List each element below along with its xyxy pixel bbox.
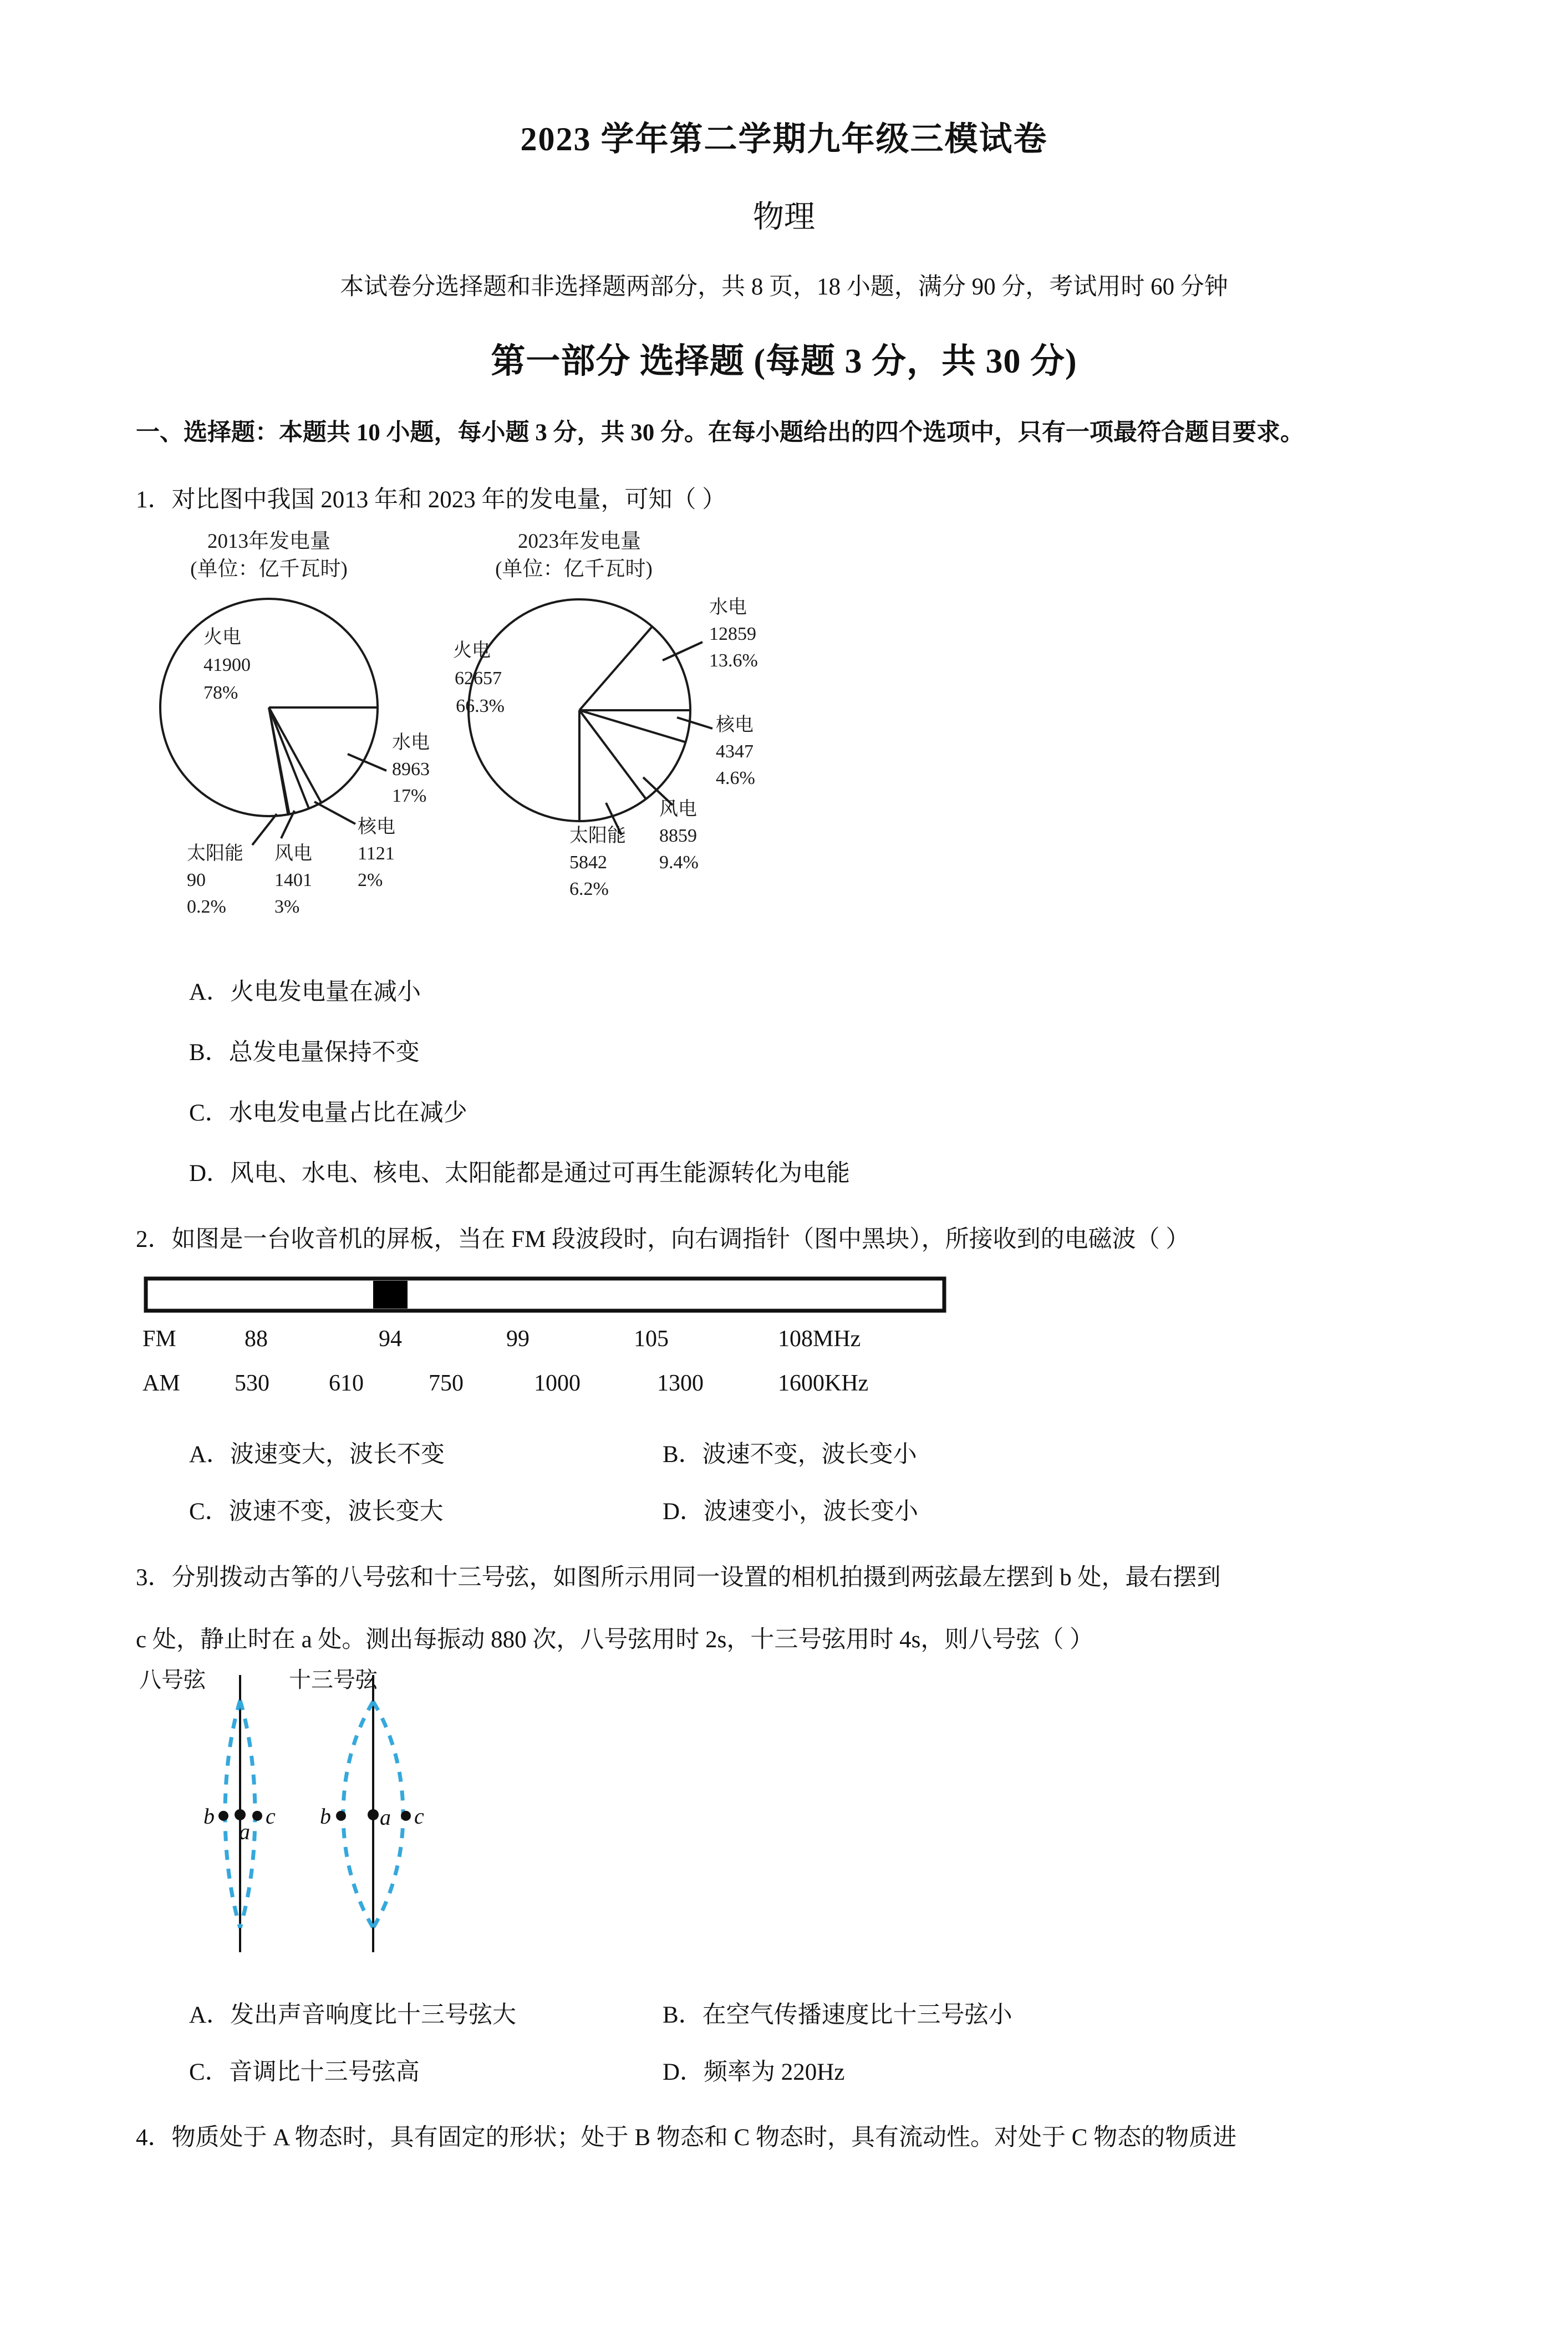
pie-2013-hydro-value: 8963 bbox=[392, 759, 430, 780]
pie-2013-solar-percent: 0.2% bbox=[187, 897, 226, 918]
pie-2023-nuclear-name: 核电 bbox=[716, 715, 754, 736]
pie-2023-thermal-value: 62657 bbox=[455, 668, 502, 689]
string-13-label-a: a bbox=[380, 1804, 391, 1830]
question-3-options bbox=[136, 1997, 1432, 2092]
question-4-number: 4． bbox=[136, 2125, 172, 2151]
string-8-label-a: a bbox=[239, 1819, 250, 1844]
option-2-c[interactable]: C．波速不变，波长变大 bbox=[189, 1498, 444, 1525]
pie-2023-solar-value: 5842 bbox=[569, 852, 607, 873]
option-1-c[interactable]: C．水电发电量占比在减少 bbox=[189, 1099, 467, 1126]
subject-title: 物理 bbox=[753, 200, 815, 235]
dial-fm-label: FM bbox=[142, 1326, 176, 1352]
dial-fm-tick-2: 99 bbox=[506, 1326, 530, 1352]
dial-am-label: AM bbox=[142, 1371, 180, 1397]
dial-pointer-block[interactable] bbox=[373, 1281, 408, 1308]
pie-2013-nuclear-name: 核电 bbox=[358, 817, 395, 838]
question-1-stem bbox=[136, 479, 1432, 522]
page-title: 2023 学年第二学期九年级三模试卷 bbox=[520, 121, 1048, 157]
pie-2013-wind-percent: 3% bbox=[274, 897, 300, 918]
part-one-title: 第一部分 选择题 (每题 3 分，共 30 分) bbox=[491, 343, 1077, 381]
pie-2023-hydro-percent: 13.6% bbox=[709, 650, 758, 671]
option-1-b[interactable]: B．总发电量保持不变 bbox=[189, 1040, 420, 1066]
option-1-a[interactable]: A．火电发电量在减小 bbox=[189, 979, 421, 1006]
question-3-text-1: 分别拨动古筝的八号弦和十三号弦，如图所示用同一设置的相机拍摄到两弦最左摆到 b 处，最右摆到 bbox=[171, 1564, 1221, 1591]
pie-2013-thermal-value: 41900 bbox=[203, 655, 251, 676]
pie-2023-wind-value: 8859 bbox=[659, 826, 697, 847]
pie-2013-hydro-name: 水电 bbox=[392, 732, 430, 753]
string-8-point-a-dot bbox=[235, 1809, 246, 1820]
option-row-2-2 bbox=[136, 1493, 1432, 1531]
dial-am-tick-2: 750 bbox=[429, 1371, 464, 1397]
option-2-d[interactable]: D．波速变小，波长变小 bbox=[663, 1498, 919, 1525]
pie-2013-wind-name: 风电 bbox=[274, 843, 312, 864]
question-1-number: 1． bbox=[136, 486, 172, 513]
question-4-stem bbox=[136, 2117, 1432, 2160]
pie-2023-thermal-percent: 66.3% bbox=[456, 696, 505, 717]
pie-2023-nuclear-percent: 4.6% bbox=[716, 768, 755, 789]
figure-guzheng-strings bbox=[136, 1667, 1432, 1978]
question-3-number: 3． bbox=[136, 1564, 172, 1591]
radio-dial-svg bbox=[136, 1273, 1432, 1417]
question-2-text: 如图是一台收音机的屏板，当在 FM 段波段时，向右调指针（图中黑块），所接收到的电磁波（ ） bbox=[171, 1226, 1190, 1252]
pie-2013-sep-nuclear bbox=[269, 707, 309, 808]
string-8-point-b-dot bbox=[218, 1811, 228, 1821]
pie-2013-wind-value: 1401 bbox=[274, 870, 312, 891]
question-3-stem-line-2 bbox=[136, 1619, 1432, 1662]
string-13-group bbox=[320, 1675, 424, 1952]
pie-2023-nuclear-value: 4347 bbox=[716, 741, 754, 762]
string-8-point-c-dot bbox=[252, 1811, 262, 1821]
pie-2023-sep-wind bbox=[579, 710, 646, 799]
string-13-point-a-dot bbox=[368, 1809, 379, 1820]
pie-2013-title: 2013年发电量 bbox=[207, 530, 330, 553]
dial-am-tick-1: 610 bbox=[329, 1371, 364, 1397]
dial-fm-tick-1: 94 bbox=[379, 1326, 402, 1352]
pie-2013-nuclear-percent: 2% bbox=[358, 870, 383, 891]
exam-instructions-note: 本试卷分选择题和非选择题两部分，共 8 页，18 小题，满分 90 分，考试用时 60 分钟 bbox=[340, 274, 1228, 301]
option-2-b[interactable]: B．波速不变，波长变小 bbox=[663, 1442, 917, 1468]
pie-2023-title: 2023年发电量 bbox=[518, 530, 641, 553]
pie-2013-solar-value: 90 bbox=[187, 870, 206, 891]
string-13-label-c: c bbox=[414, 1803, 424, 1829]
pie-2013-solar-leader bbox=[252, 814, 277, 845]
pie-chart-2013 bbox=[160, 529, 430, 917]
pie-2013-subtitle: (单位：亿千瓦时) bbox=[190, 558, 348, 581]
pie-2023-solar-name: 太阳能 bbox=[569, 826, 626, 847]
option-row-3-1 bbox=[136, 1997, 1432, 2035]
pie-2023-solar-percent: 6.2% bbox=[569, 879, 609, 900]
question-2-options bbox=[136, 1436, 1432, 1531]
section-intro: 一、选择题：本题共 10 小题，每小题 3 分，共 30 分。在每小题给出的四个选项中，只有一项最符合题目要求。 bbox=[136, 419, 1304, 446]
pie-2013-nuclear-leader bbox=[314, 802, 355, 824]
option-3-a[interactable]: A．发出声音响度比十三号弦大 bbox=[189, 2002, 517, 2028]
pie-2013-hydro-percent: 17% bbox=[392, 786, 427, 807]
figure-power-generation-pies bbox=[136, 525, 1432, 951]
pie-charts-svg bbox=[136, 525, 1432, 951]
option-2-a[interactable]: A．波速变大，波长不变 bbox=[189, 1442, 445, 1468]
question-2-number: 2． bbox=[136, 1226, 172, 1252]
string-8-label-b: b bbox=[203, 1803, 215, 1829]
string-13-point-b-dot bbox=[336, 1811, 346, 1821]
dial-fm-tick-4: 108MHz bbox=[778, 1326, 861, 1352]
string-right-label: 十三号弦 bbox=[289, 1667, 378, 1692]
pie-2023-wind-name: 风电 bbox=[659, 799, 697, 820]
pie-2023-thermal-name: 火电 bbox=[453, 640, 491, 661]
question-1-text: 对比图中我国 2013 年和 2023 年的发电量，可知（ ） bbox=[171, 486, 726, 513]
pie-2023-hydro-value: 12859 bbox=[709, 624, 756, 645]
dial-am-tick-0: 530 bbox=[235, 1371, 269, 1397]
dial-fm-tick-0: 88 bbox=[245, 1326, 268, 1352]
figure-radio-dial bbox=[136, 1273, 1432, 1417]
pie-2013-thermal-name: 火电 bbox=[203, 627, 241, 648]
question-3-text-2: c 处，静止时在 a 处。测出每振动 880 次，八号弦用时 2s，十三号弦用时 4s，则八号弦（ ） bbox=[136, 1627, 1094, 1653]
guzheng-strings-svg bbox=[136, 1667, 1432, 1978]
dial-am-tick-3: 1000 bbox=[534, 1371, 581, 1397]
exam-page bbox=[0, 119, 1568, 2337]
pie-2023-wind-percent: 9.4% bbox=[659, 852, 699, 873]
string-8-label-c: c bbox=[266, 1803, 276, 1829]
option-3-c[interactable]: C．音调比十三号弦高 bbox=[189, 2059, 420, 2085]
pie-2023-subtitle: (单位：亿千瓦时) bbox=[495, 558, 653, 581]
pie-2023-hydro-name: 水电 bbox=[709, 597, 747, 618]
string-left-label: 八号弦 bbox=[139, 1667, 206, 1692]
dial-am-tick-5: 1600KHz bbox=[778, 1371, 869, 1397]
string-8-group bbox=[203, 1675, 276, 1952]
pie-2023-sep-nuclear bbox=[579, 710, 686, 742]
dial-am-tick-4: 1300 bbox=[657, 1371, 704, 1397]
option-1-d[interactable]: D．风电、水电、核电、太阳能都是通过可再生能源转化为电能 bbox=[189, 1160, 851, 1187]
pie-2023-sep-start bbox=[579, 627, 652, 710]
option-row-3-2 bbox=[136, 2054, 1432, 2092]
string-13-point-c-dot bbox=[401, 1811, 411, 1821]
pie-2013-solar-name: 太阳能 bbox=[187, 843, 243, 864]
pie-2013-nuclear-value: 1121 bbox=[358, 843, 395, 864]
option-3-b[interactable]: B．在空气传播速度比十三号弦小 bbox=[663, 2002, 1012, 2028]
question-2-stem bbox=[136, 1219, 1432, 1261]
option-3-d[interactable]: D．频率为 220Hz bbox=[663, 2059, 845, 2085]
option-row-2-1 bbox=[136, 1436, 1432, 1474]
pie-chart-2023 bbox=[453, 529, 758, 899]
string-13-label-b: b bbox=[320, 1803, 331, 1829]
pie-2023-nuclear-leader bbox=[677, 717, 712, 729]
pie-2013-thermal-percent: 78% bbox=[203, 683, 238, 704]
question-4-text: 物质处于 A 物态时，具有固定的形状；处于 B 物态和 C 物态时，具有流动性。对处于 C 物态的物质进 bbox=[171, 2125, 1237, 2151]
question-3-stem-line-1 bbox=[136, 1557, 1432, 1600]
dial-fm-tick-3: 105 bbox=[634, 1326, 669, 1352]
dial-bar[interactable] bbox=[146, 1279, 944, 1311]
question-1-options bbox=[136, 974, 1432, 1193]
